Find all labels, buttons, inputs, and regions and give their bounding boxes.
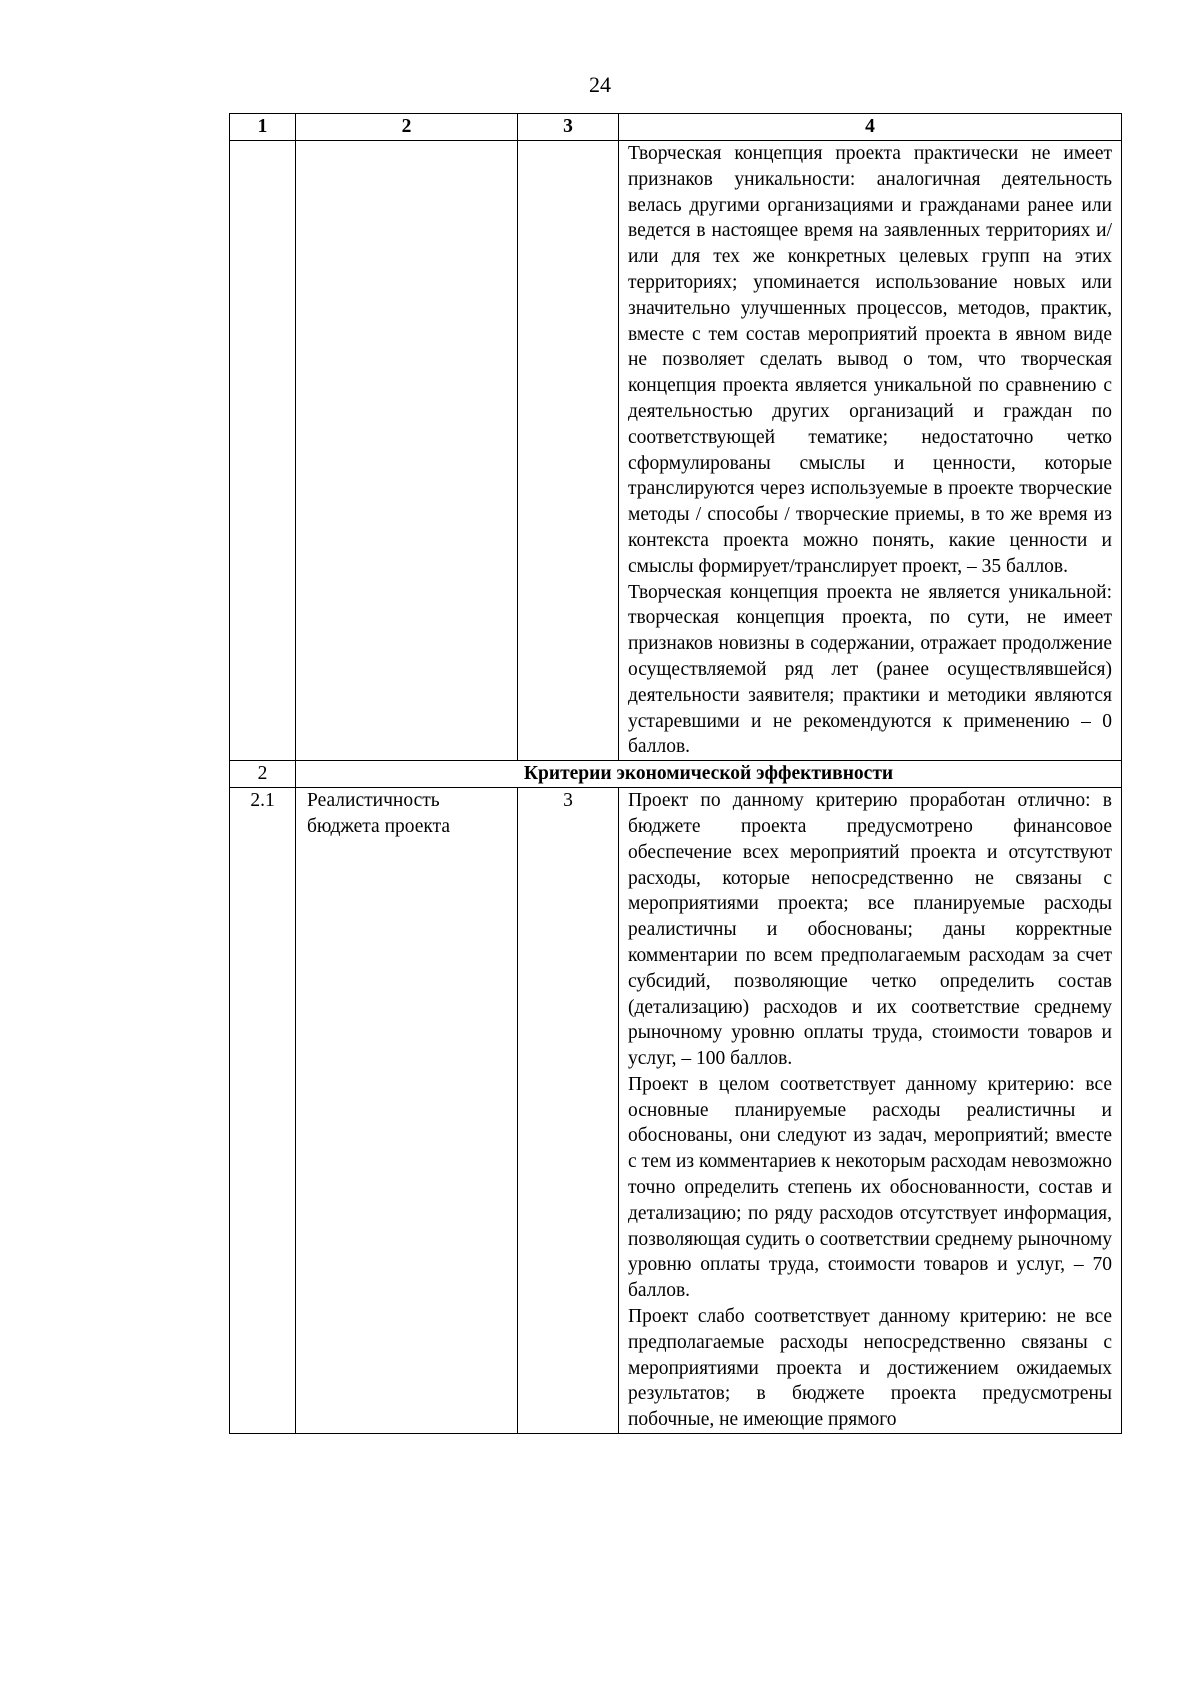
criterion-weight: 3: [518, 788, 619, 1434]
criterion-name: Реалистичность бюджета проекта: [296, 788, 518, 1434]
cell-number: [230, 141, 296, 761]
cell-weight: [518, 141, 619, 761]
description-paragraph: Творческая концепция проекта практически не имеет признаков уникальности: аналогичная деятельность велась другими организациями и гражданами ранее или ведется в настоящее время на заявленных территориях и/или для тех же конкретных целевых групп на этих территориях; упоминается использование новых или значительно улучшенных процессов, методов, практик, вместе с тем состав мероприятий проекта в явном виде не позволяет сделать вывод о том, что творческая концепция проекта является уникальной по сравнению с деятельностью других организаций и граждан по соответствующей тематике; недостаточно четко сформулированы смыслы и ценности, которые транслируются через используемые в проекте творческие методы / способы / творческие приемы, в то же время из контекста проекта можно понять, какие ценности и смыслы формирует/транслирует проект, – 35 баллов.: [628, 143, 1112, 577]
cell-criterion: [296, 141, 518, 761]
cell-description: [619, 141, 1122, 761]
row-number: 2.1: [230, 788, 296, 1434]
description-paragraph: Проект в целом соответствует данному критерию: все основные планируемые расходы реалистичны и обоснованы, они следуют из задач, мероприятий; вместе с тем из комментариев к некоторым расходам невозможно точно определить степень их обоснованности, состав и детализацию; по ряду расходов отсутствует информация, позволяющая судить о соответствии среднему рыночному уровню оплаты труда, стоимости товаров и услуг, – 70 баллов.: [628, 1073, 1112, 1302]
description-paragraph: Проект слабо соответствует данному критерию: не все предполагаемые расходы непосредственно связаны с мероприятиями проекта и достижением ожидаемых результатов; в бюджете проекта предусмотрены побочные, не имеющие прямого: [628, 1306, 1112, 1431]
header-col-3: 3: [518, 114, 619, 141]
section-title: Критерии экономической эффективности: [296, 761, 1122, 788]
header-col-4: 4: [619, 114, 1122, 141]
section-number: 2: [230, 761, 296, 788]
section-row: [230, 761, 1122, 788]
header-col-1: 1: [230, 114, 296, 141]
table-header-row: [230, 114, 1122, 141]
description-paragraph: Творческая концепция проекта не является уникальной: творческая концепция проекта, по сути, не имеет признаков новизны в содержании, отражает продолжение осуществляемой ряд лет (ранее осуществлявшейся) деятельности заявителя; практики и методики являются устаревшими и не рекомендуются к применению – 0 баллов.: [628, 581, 1112, 758]
header-col-2: 2: [296, 114, 518, 141]
table-row-2-1: [230, 788, 1122, 1434]
table-row-continuation: [230, 141, 1122, 761]
cell-description: [619, 788, 1122, 1434]
description-paragraph: Проект по данному критерию проработан отлично: в бюджете проекта предусмотрено финансовое обеспечение всех мероприятий проекта и отсутствуют расходы, которые непосредственно не связаны с мероприятиями проекта; все планируемые расходы реалистичны и обоснованы; даны корректные комментарии по всем предполагаемым расходам за счет субсидий, позволяющие четко определить состав (детализацию) расходов и их соответствие среднему рыночному уровню оплаты труда, стоимости товаров и услуг, – 100 баллов.: [628, 790, 1112, 1070]
page-number: 24: [589, 72, 611, 97]
criteria-table: [229, 113, 1122, 1434]
